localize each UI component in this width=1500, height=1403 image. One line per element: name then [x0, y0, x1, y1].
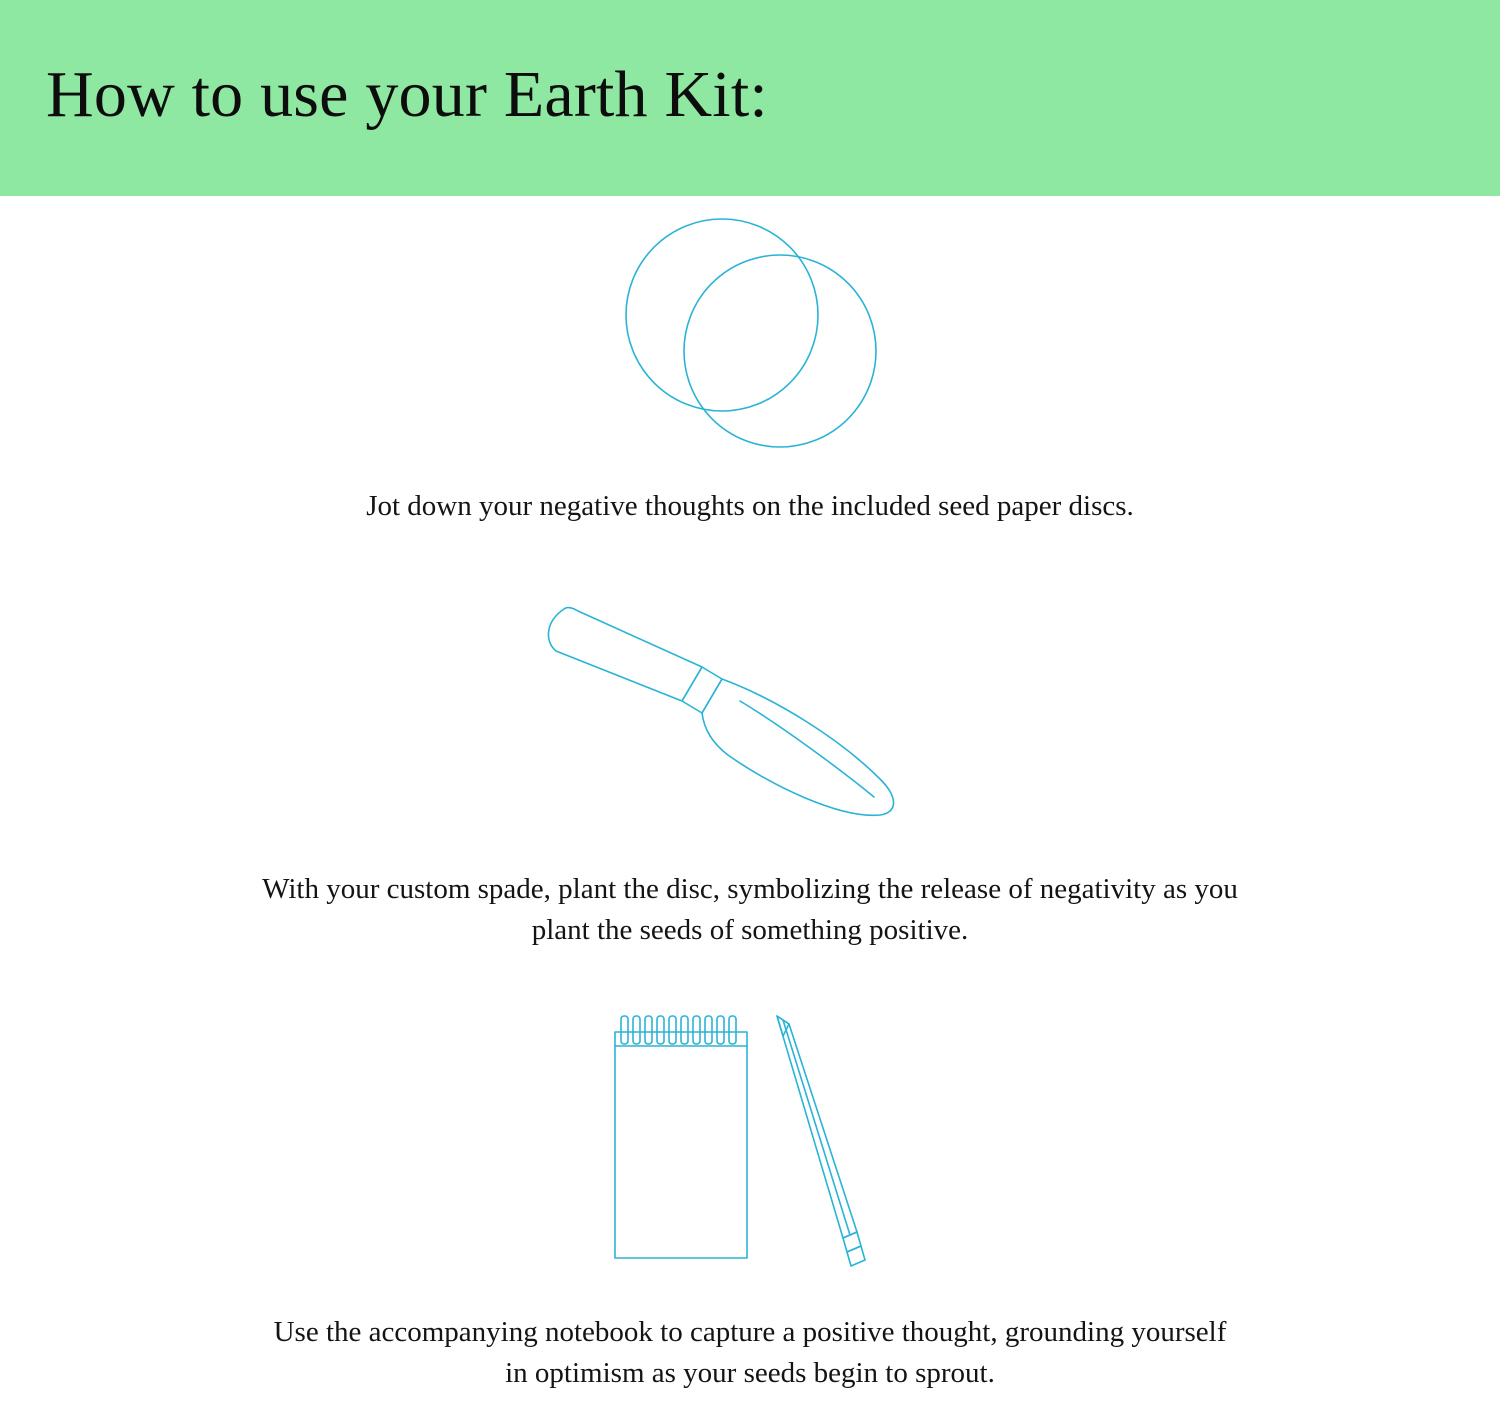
steps-list: [0, 196, 1500, 1394]
step-caption: Use the accompanying notebook to capture a positive thought, grounding yourself in optimism as your seeds begin to sprout.: [273, 1315, 1227, 1389]
page-title: How to use your Earth Kit:: [46, 58, 768, 131]
step-caption: Jot down your negative thoughts on the included seed paper discs.: [366, 490, 1134, 522]
step-item: [0, 218, 1500, 527]
notebook-and-pencil-icon: [605, 1010, 895, 1270]
header-band: [0, 0, 1500, 196]
step-caption: With your custom spade, plant the disc, symbolizing the release of negativity as you plant the seeds of something positive.: [262, 873, 1238, 947]
garden-spade-icon: [540, 589, 960, 829]
seed-paper-discs-icon: [600, 218, 900, 448]
step-item: [0, 527, 1500, 951]
step-item: [0, 952, 1500, 1394]
